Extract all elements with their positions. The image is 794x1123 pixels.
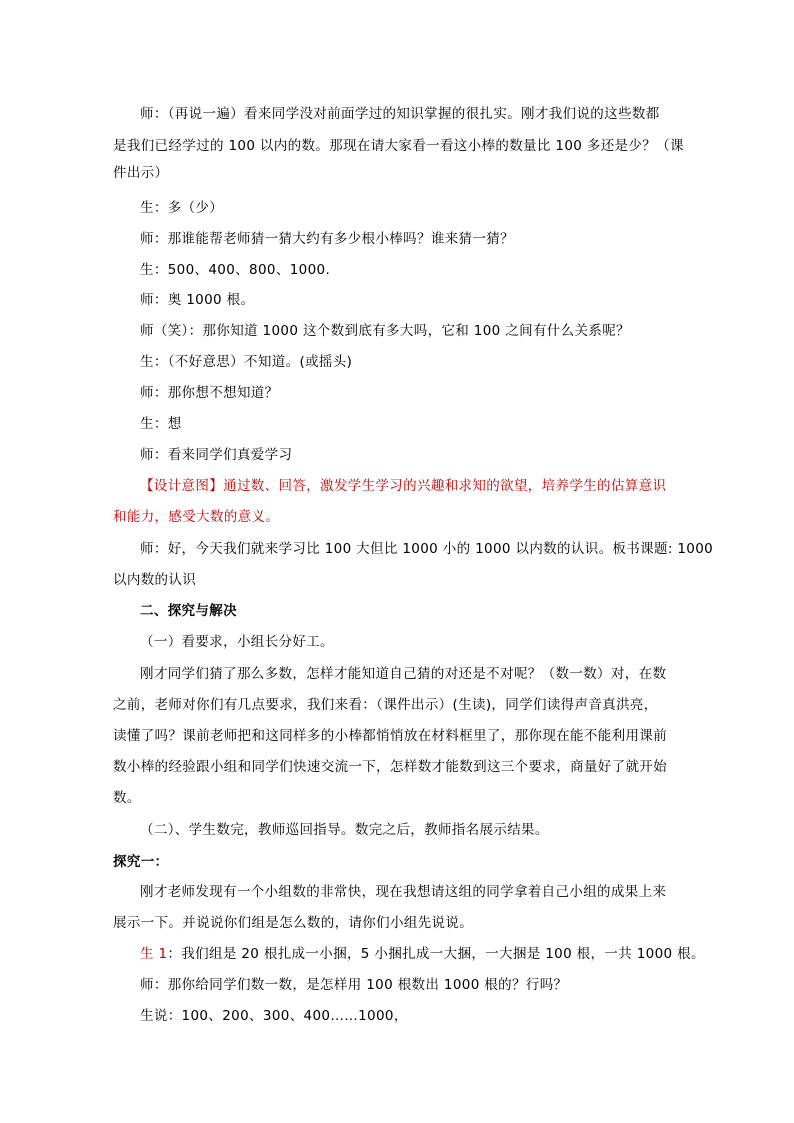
paragraph-line: 是我们已经学过的 100 以内的数。那现在请大家看一看这小棒的数量比 100 多还是少？（课 bbox=[113, 138, 684, 154]
design-intent-line: 和能力，感受大数的意义。 bbox=[113, 509, 280, 525]
paragraph-line: 师：那你想不想知道？ bbox=[140, 385, 279, 401]
paragraph-line: 师：（再说一遍）看来同学没对前面学过的知识掌握的很扎实。刚才我们说的这些数都 bbox=[140, 106, 660, 122]
paragraph-line: 师：看来同学们真爱学习 bbox=[140, 447, 293, 463]
paragraph-line: 师（笑）：那你知道 1000 这个数到底有多大吗，它和 100 之间有什么关系呢？ bbox=[140, 323, 630, 339]
paragraph-line: 以内数的认识 bbox=[113, 572, 197, 588]
paragraph-line: （一）看要求，小组长分好工。 bbox=[140, 634, 334, 650]
paragraph-line: 数。 bbox=[113, 790, 141, 806]
paragraph-line: 数小棒的经验跟小组和同学们快速交流一下，怎样数才能数到这三个要求，商量好了就开始 bbox=[113, 759, 667, 775]
paragraph-line: 刚才同学们猜了那么多数，怎样才能知道自己猜的对还是不对呢？（数一数）对，在数 bbox=[140, 666, 667, 682]
design-intent-line: 【设计意图】通过数、回答，激发学生学习的兴趣和求知的欲望，培养学生的估算意识 bbox=[140, 478, 667, 494]
speaker-label: 生 1 bbox=[140, 946, 168, 962]
paragraph-line: 之前，老师对你们有几点要求，我们来看：（课件出示）(生读)，同学们读得声音真洪亮， bbox=[113, 697, 658, 713]
paragraph-line: 刚才老师发现有一个小组数的非常快，现在我想请这组的同学拿着自己小组的成果上来 bbox=[140, 884, 667, 900]
paragraph-line: 师：好，今天我们就来学习比 100 大但比 1000 小的 1000 以内数的认识。板书课题: 1000 bbox=[140, 541, 714, 557]
subsection-heading: 探究一： bbox=[113, 854, 169, 870]
speaker-text: ：我们组是 20 根扎成一小捆，5 小捆扎成一大捆，一大捆是 100 根，一共 1000 根。 bbox=[167, 946, 705, 962]
paragraph-line: （二）、学生数完，教师巡回指导。数完之后，教师指名展示结果。 bbox=[140, 822, 549, 838]
paragraph-line: 展示一下。并说说你们组是怎么数的，请你们小组先说说。 bbox=[113, 915, 474, 931]
paragraph-line: 师：奥 1000 根。 bbox=[140, 292, 255, 308]
paragraph-line: 师：那谁能帮老师猜一猜大约有多少根小棒吗？谁来猜一猜？ bbox=[140, 231, 514, 247]
paragraph-line: 生：多（少） bbox=[140, 200, 224, 216]
paragraph-line: 生：想 bbox=[140, 416, 182, 432]
paragraph-line: 师：那你给同学们数一数，是怎样用 100 根数出 1000 根的？行吗？ bbox=[140, 977, 568, 993]
paragraph-line: 生：（不好意思）不知道。(或摇头) bbox=[140, 354, 353, 370]
paragraph-line: 件出示） bbox=[113, 165, 169, 181]
section-heading: 二、探究与解决 bbox=[140, 603, 237, 619]
paragraph-line bbox=[140, 944, 705, 964]
paragraph-line: 读懂了吗？课前老师把和这同样多的小棒都悄悄放在材料框里了，那你现在能不能利用课前 bbox=[113, 728, 667, 744]
paragraph-line: 生：500、400、800、1000. bbox=[140, 262, 331, 278]
paragraph-line: 生说：100、200、300、400……1000， bbox=[140, 1008, 408, 1024]
